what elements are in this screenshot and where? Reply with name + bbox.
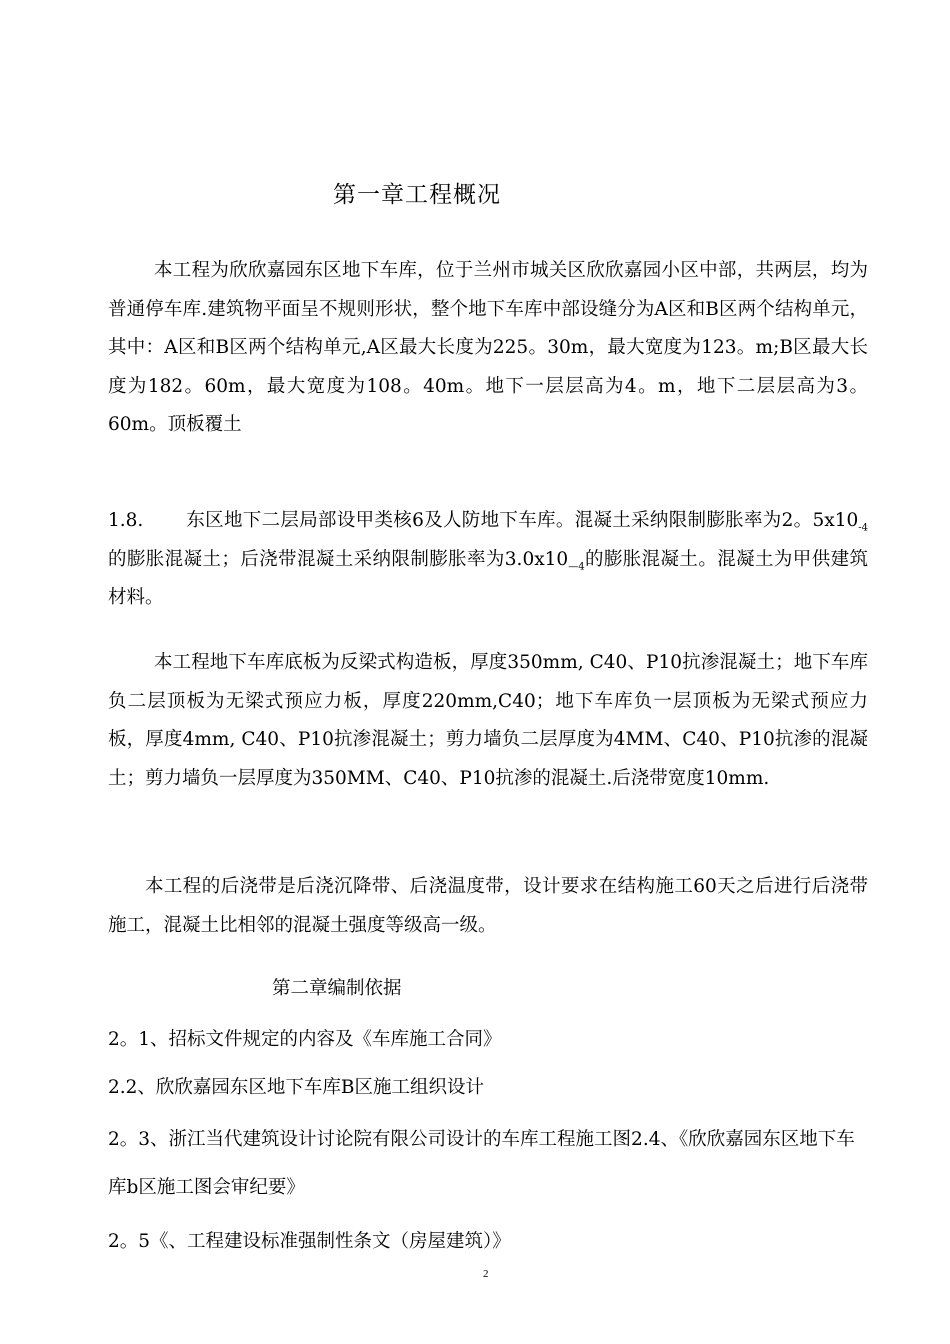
chapter-1-title: 第一章工程概况 (333, 182, 501, 208)
paragraph-text-part: 的膨胀混凝土；后浇带混凝土采纳限制膨胀率为3.0x10 (108, 548, 569, 570)
exponent: -4 (858, 522, 868, 534)
paragraph-structure-details: 本工程地下车库底板为反梁式构造板，厚度350mm, C40、P10抗渗混凝土；地下车库负二层顶板为无梁式预应力板，厚度220mm,C40；地下车库负一层顶板为无梁式预应力板，厚度4mm, C40、P10抗渗混凝土；剪力墙负二层厚度为4MM、C40、P10抗渗的混凝土；剪力墙负一层厚度为350MM、C40、P10抗渗的混凝土.后浇带宽度10mm. (108, 652, 868, 789)
basis-item: 2。3、浙江当代建筑设计讨论院有限公司设计的车库工程施工图2.4、《欣欣嘉园东区地下车库b区施工图会审纪要》 (108, 1129, 855, 1198)
basis-item: 2。5《、工程建设标准强制性条文（房屋建筑）》 (108, 1231, 511, 1252)
basis-item: 2.2、欣欣嘉园东区地下车库B区施工组织设计 (108, 1077, 485, 1098)
exponent: —4 (568, 561, 585, 573)
paragraph-post-pour-strip: 本工程的后浇带是后浇沉降带、后浇温度带，设计要求在结构施工60天之后进行后浇带施工，混凝土比相邻的混凝土强度等级高一级。 (108, 876, 868, 936)
paragraph-text-part: 东区地下二层局部设甲类核6及人防地下车库。混凝土采纳限制膨胀率为2。5x10 (186, 510, 859, 531)
paragraph-project-overview: 本工程为欣欣嘉园东区地下车库，位于兰州市城关区欣欣嘉园小区中部，共两层，均为普通停车库.建筑物平面呈不规则形状，整个地下车库中部设缝分为A区和B区两个结构单元，其中：A区和B区两个结构单元,A区最大长度为225。30m，最大宽度为123。m;B区最大长度为182。60m，最大宽度为108。40m。地下一层层高为4。m，地下二层层高为3。60m。顶板覆土 (108, 260, 868, 435)
section-number: 1.8. (108, 510, 144, 531)
page-number: 2 (483, 1268, 489, 1280)
paragraph-expansion-concrete (108, 502, 868, 618)
chapter-2-title: 第二章编制依据 (272, 978, 402, 999)
basis-item: 2。1、招标文件规定的内容及《车库施工合同》 (108, 1029, 502, 1050)
paragraph-text-part: 的膨胀混凝土。混凝土为甲供建筑材料。 (108, 548, 868, 608)
